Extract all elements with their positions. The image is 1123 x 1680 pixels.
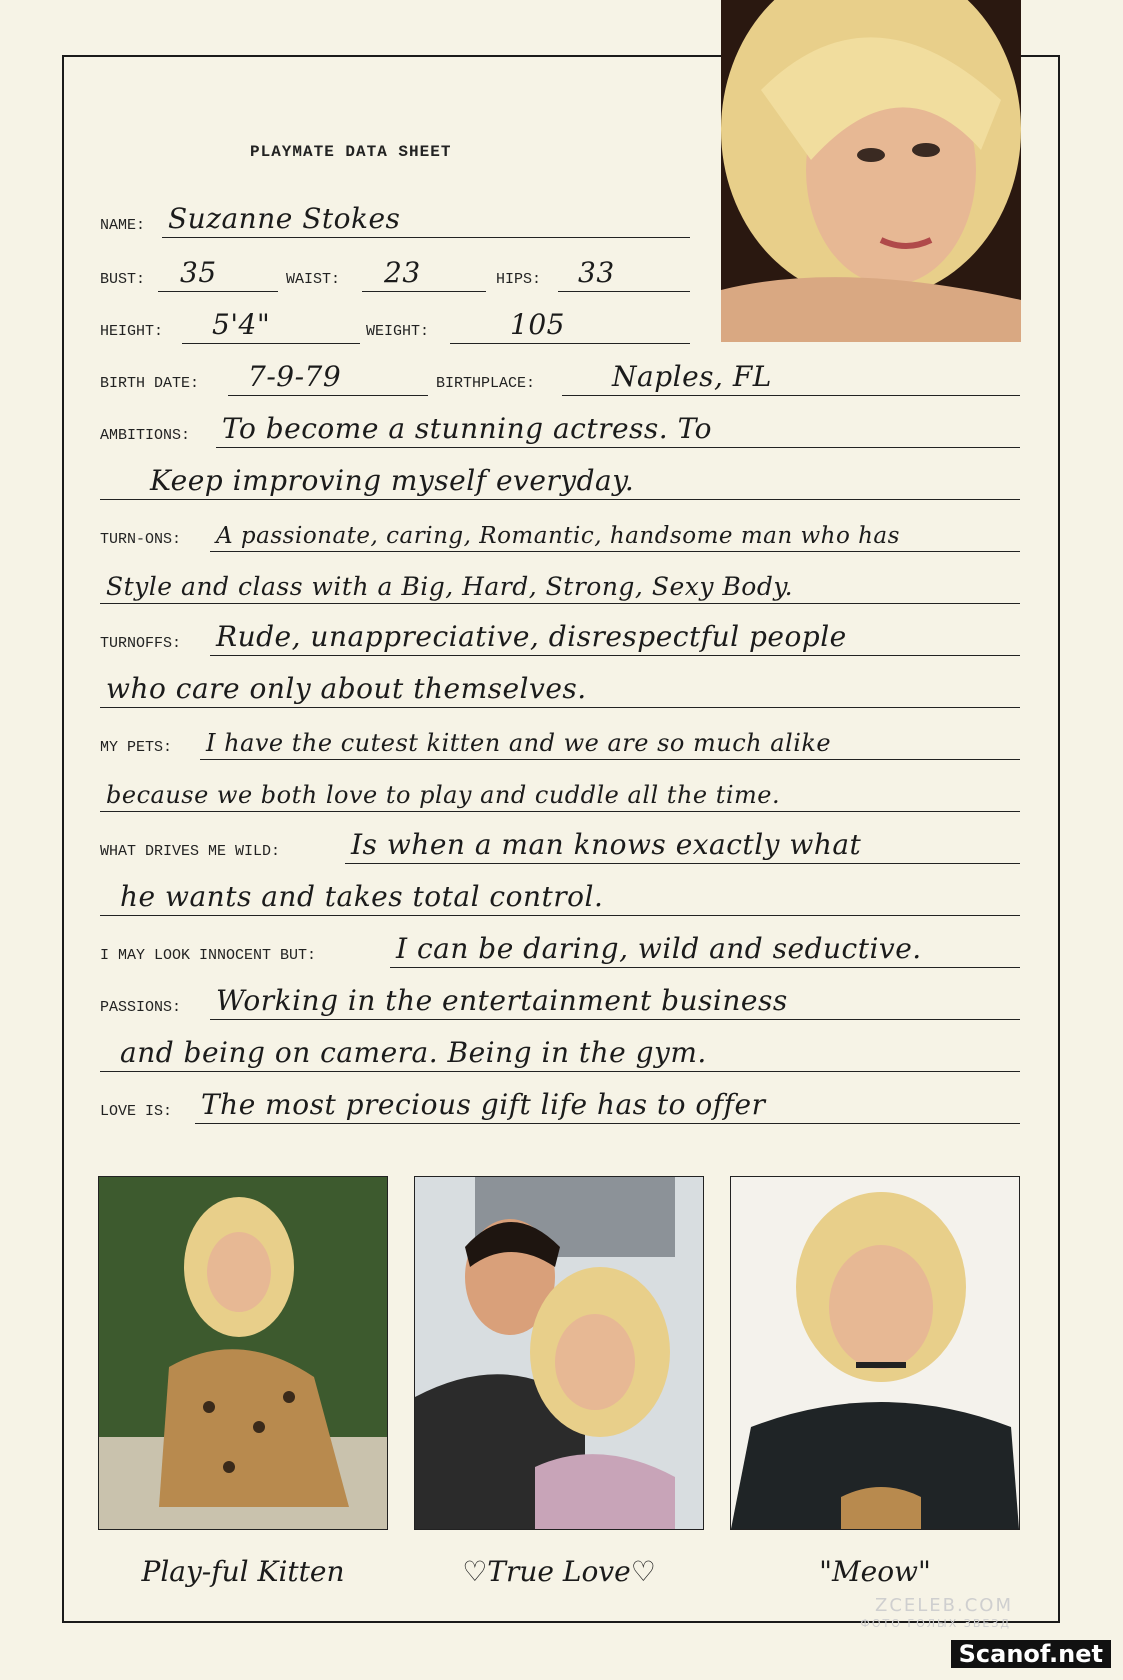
height-value: 5'4" <box>212 308 271 341</box>
bust-value: 35 <box>180 256 217 289</box>
hips-value: 33 <box>578 256 615 289</box>
drives-wild-field-1 <box>345 819 1020 864</box>
innocent-field <box>390 923 1020 968</box>
birthplace-value: Naples, FL <box>612 360 772 393</box>
caption-left: Play-ful Kitten <box>141 1555 345 1588</box>
caption-right: "Meow" <box>819 1555 931 1588</box>
love-label: LOVE IS: <box>100 1103 173 1120</box>
pets-line-2: because we both love to play and cuddle all the time. <box>106 781 781 809</box>
drives-wild-label: WHAT DRIVES ME WILD: <box>100 843 281 860</box>
height-weight-row <box>100 298 690 344</box>
pets-field-1 <box>200 715 1020 760</box>
height-field <box>182 299 360 344</box>
drives-wild-row-2 <box>100 870 1020 916</box>
drives-wild-row <box>100 818 1020 864</box>
pets-line-1: I have the cutest kitten and we are so much alike <box>206 729 832 757</box>
weight-value: 105 <box>510 308 565 341</box>
bust-field <box>158 247 278 292</box>
birthplace-label: BIRTHPLACE: <box>436 375 536 392</box>
bust-label: BUST: <box>100 271 146 288</box>
waist-value: 23 <box>384 256 421 289</box>
turn-ons-row-2 <box>100 558 1020 604</box>
measurements-row <box>100 246 690 292</box>
love-field <box>195 1079 1020 1124</box>
turnoffs-line-1: Rude, unappreciative, disrespectful people <box>216 620 847 653</box>
drives-wild-line-1: Is when a man knows exactly what <box>351 828 862 861</box>
pets-field-2 <box>100 767 1020 812</box>
birthplace-field <box>562 351 1020 396</box>
pets-label: MY PETS: <box>100 739 173 756</box>
name-field <box>162 193 690 238</box>
birth-date-field <box>228 351 428 396</box>
pets-row <box>100 714 1020 760</box>
passions-row <box>100 974 1020 1020</box>
passions-row-2 <box>100 1026 1020 1072</box>
ambitions-row-2 <box>100 454 1020 500</box>
sheet-title: PLAYMATE DATA SHEET <box>250 143 452 161</box>
turn-ons-label: TURN-ONS: <box>100 531 182 548</box>
hips-field <box>558 247 690 292</box>
passions-line-2: and being on camera. Being in the gym. <box>120 1036 707 1069</box>
birth-date-label: BIRTH DATE: <box>100 375 200 392</box>
name-value: Suzanne Stokes <box>168 202 401 235</box>
turn-ons-field-2 <box>100 559 1020 604</box>
turnoffs-field-1 <box>210 611 1020 656</box>
ambitions-line-1: To become a stunning actress. To <box>222 412 712 445</box>
ambitions-field-2 <box>100 455 1020 500</box>
ambitions-field-1 <box>216 403 1020 448</box>
passions-line-1: Working in the entertainment business <box>216 984 788 1017</box>
watermark-zceleb-sub: ФОТО ГОЛЫХ ЗВЕЗД <box>860 1617 1011 1630</box>
passions-label: PASSIONS: <box>100 999 182 1016</box>
photo-right <box>730 1176 1020 1530</box>
drives-wild-line-2: he wants and takes total control. <box>120 880 604 913</box>
innocent-label: I MAY LOOK INNOCENT BUT: <box>100 947 317 964</box>
turnoffs-label: TURNOFFS: <box>100 635 182 652</box>
drives-wild-field-2 <box>100 871 1020 916</box>
turnoffs-row-2 <box>100 662 1020 708</box>
name-row <box>100 192 690 238</box>
innocent-row <box>100 922 1020 968</box>
turn-ons-line-1: A passionate, caring, Romantic, handsome man who has <box>216 523 900 549</box>
ambitions-label: AMBITIONS: <box>100 427 191 444</box>
weight-label: WEIGHT: <box>366 323 430 340</box>
portrait-photo <box>721 0 1021 342</box>
love-value: The most precious gift life has to offer <box>201 1088 766 1121</box>
photo-left <box>98 1176 388 1530</box>
passions-field-1 <box>210 975 1020 1020</box>
height-label: HEIGHT: <box>100 323 164 340</box>
watermark-zceleb: ZCELEB.COM <box>874 1595 1013 1616</box>
birth-date-value: 7-9-79 <box>248 360 342 393</box>
turnoffs-field-2 <box>100 663 1020 708</box>
caption-center: ♡True Love♡ <box>462 1555 656 1588</box>
name-label: NAME: <box>100 217 146 234</box>
pets-row-2 <box>100 766 1020 812</box>
turnoffs-line-2: who care only about themselves. <box>106 672 587 705</box>
passions-field-2 <box>100 1027 1020 1072</box>
birth-row <box>100 350 1020 396</box>
love-row <box>100 1078 1020 1124</box>
ambitions-row <box>100 402 1020 448</box>
turn-ons-field-1 <box>210 507 1020 552</box>
waist-field <box>362 247 486 292</box>
watermark-scanof: Scanof.net <box>951 1640 1111 1668</box>
ambitions-line-2: Keep improving myself everyday. <box>150 464 635 497</box>
photo-center <box>414 1176 704 1530</box>
hips-label: HIPS: <box>496 271 542 288</box>
innocent-value: I can be daring, wild and seductive. <box>396 932 922 965</box>
turn-ons-row <box>100 506 1020 552</box>
turnoffs-row <box>100 610 1020 656</box>
turn-ons-line-2: Style and class with a Big, Hard, Strong, Sexy Body. <box>106 572 794 601</box>
waist-label: WAIST: <box>286 271 341 288</box>
weight-field <box>450 299 690 344</box>
